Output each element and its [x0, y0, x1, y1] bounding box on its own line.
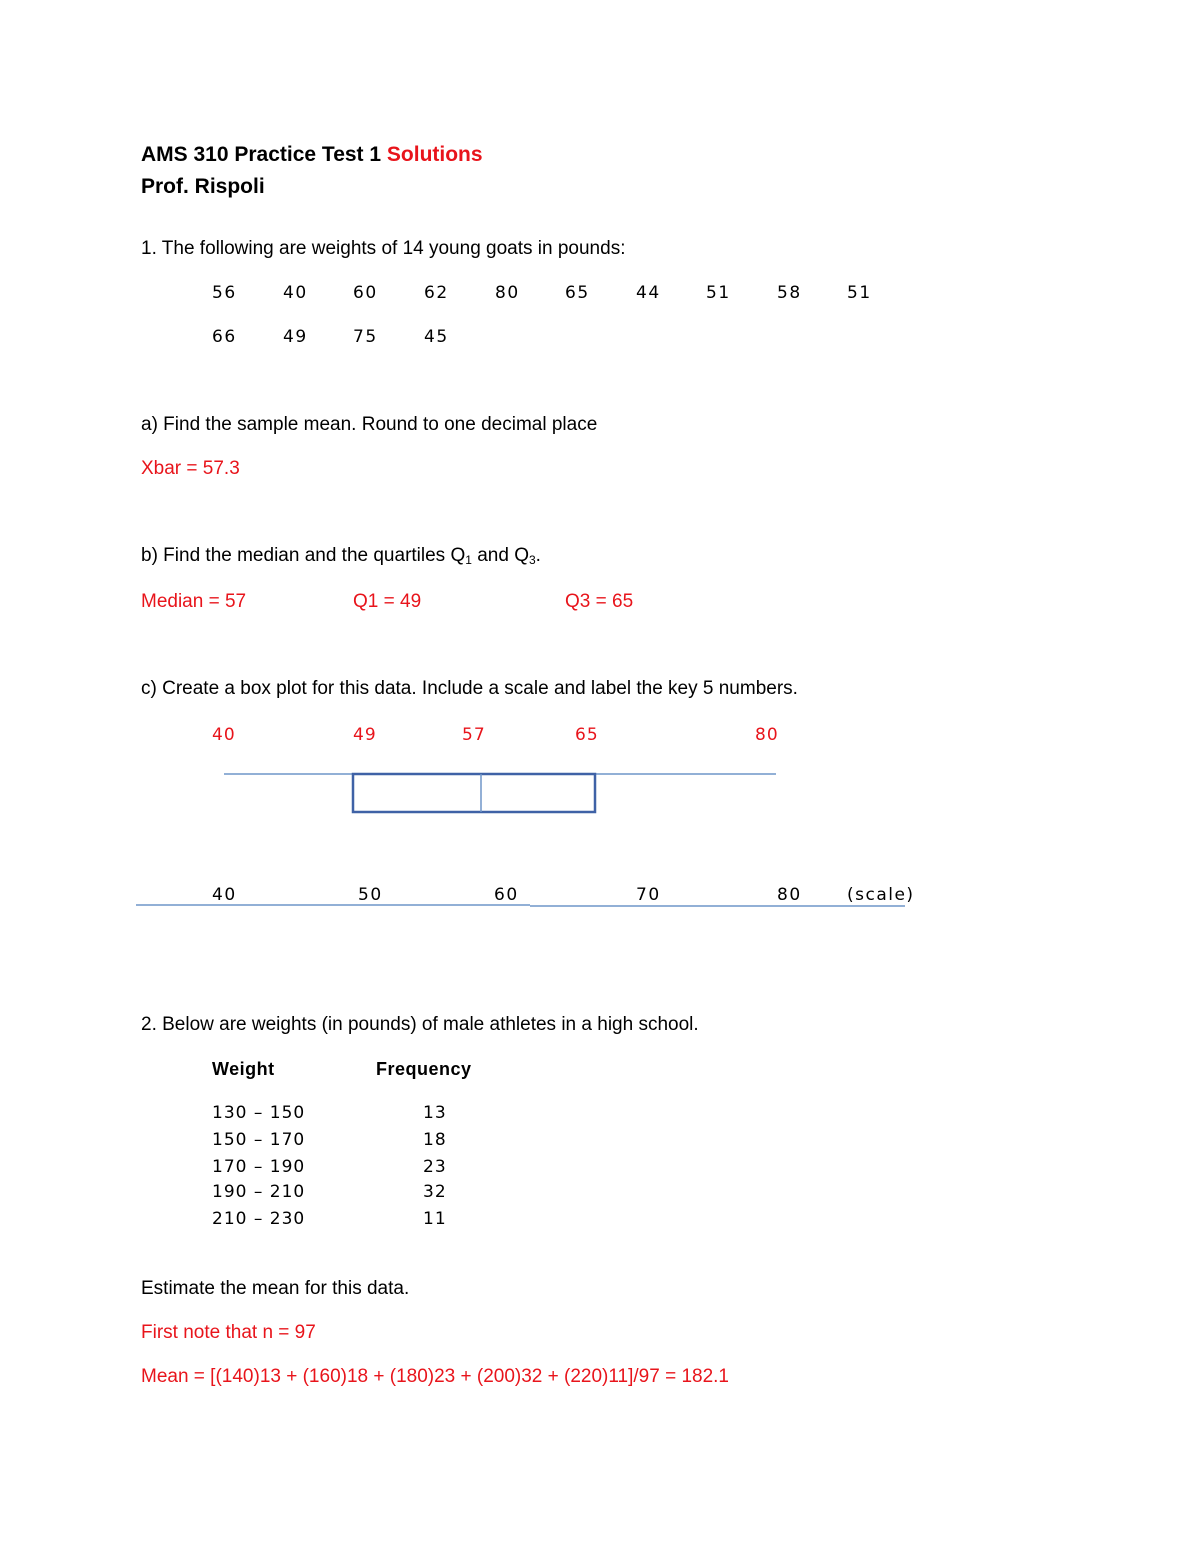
table-row-freq: 13 — [423, 1103, 447, 1123]
scale-tick-label: 80 — [777, 885, 802, 905]
scale-tick-label: 70 — [636, 885, 661, 905]
box-value-label: 49 — [353, 725, 377, 745]
col-header-frequency: Frequency — [376, 1059, 472, 1079]
q1b-median: Median = 57 — [141, 591, 247, 612]
box-value-label: 65 — [575, 725, 599, 745]
table-row-range: 130 – 150 — [212, 1103, 306, 1123]
data-value: 75 — [353, 327, 378, 347]
table-row-range: 170 – 190 — [212, 1157, 306, 1177]
box-plot — [0, 700, 1200, 920]
data-value: 56 — [212, 283, 237, 303]
q1b-prompt — [141, 545, 541, 571]
q1b-q3: Q3 = 65 — [565, 591, 634, 612]
q1c-prompt: c) Create a box plot for this data. Include a scale and label the key 5 numbers. — [141, 678, 798, 699]
table-row-freq: 18 — [423, 1130, 447, 1150]
q1b-sub3: 3 — [528, 553, 536, 567]
table-row-range: 190 – 210 — [212, 1182, 306, 1202]
table-row-range: 150 – 170 — [212, 1130, 306, 1150]
data-value: 51 — [706, 283, 731, 303]
table-row-freq: 32 — [423, 1182, 447, 1202]
author: Prof. Rispoli — [141, 175, 265, 198]
data-value: 44 — [636, 283, 661, 303]
box-value-label: 57 — [462, 725, 486, 745]
q2-estimate-prompt: Estimate the mean for this data. — [141, 1278, 410, 1299]
q1a-answer: Xbar = 57.3 — [141, 458, 240, 479]
data-value: 40 — [283, 283, 308, 303]
data-value: 45 — [424, 327, 449, 347]
q2-prompt: 2. Below are weights (in pounds) of male athletes in a high school. — [141, 1014, 699, 1035]
title-main: AMS 310 Practice Test 1 — [141, 143, 387, 166]
table-row-freq: 11 — [423, 1209, 447, 1229]
data-value: 49 — [283, 327, 308, 347]
q1b-q1: Q1 = 49 — [353, 591, 422, 612]
data-value: 65 — [565, 283, 590, 303]
q2-n-note: First note that n = 97 — [141, 1322, 316, 1343]
col-header-weight: Weight — [212, 1059, 275, 1079]
table-row-freq: 23 — [423, 1157, 447, 1177]
q1b-sub1: 1 — [465, 553, 472, 567]
scale-tick-label: 60 — [494, 885, 519, 905]
q2-mean-answer: Mean = [(140)13 + (160)18 + (180)23 + (200)32 + (220)11]/97 = 182.1 — [141, 1366, 729, 1387]
table-row-range: 210 – 230 — [212, 1209, 306, 1229]
box-value-label: 40 — [212, 725, 236, 745]
q1-prompt: 1. The following are weights of 14 young goats in pounds: — [141, 238, 626, 259]
scale-label: (scale) — [847, 885, 915, 905]
page-title — [141, 144, 483, 166]
data-value: 62 — [424, 283, 449, 303]
data-value: 51 — [847, 283, 872, 303]
data-value: 66 — [212, 327, 237, 347]
q1b-prompt-end: . — [535, 545, 541, 566]
data-value: 80 — [495, 283, 520, 303]
box-iqr — [353, 774, 595, 812]
title-solutions: Solutions — [386, 143, 483, 166]
q1b-prompt-pre: b) Find the median and the quartiles Q — [141, 545, 466, 566]
scale-tick-label: 50 — [358, 885, 383, 905]
q1b-prompt-mid: and Q — [471, 545, 529, 566]
data-value: 60 — [353, 283, 378, 303]
q1a-prompt: a) Find the sample mean. Round to one decimal place — [141, 414, 598, 435]
data-value: 58 — [777, 283, 802, 303]
scale-tick-label: 40 — [212, 885, 237, 905]
box-value-label: 80 — [755, 725, 779, 745]
